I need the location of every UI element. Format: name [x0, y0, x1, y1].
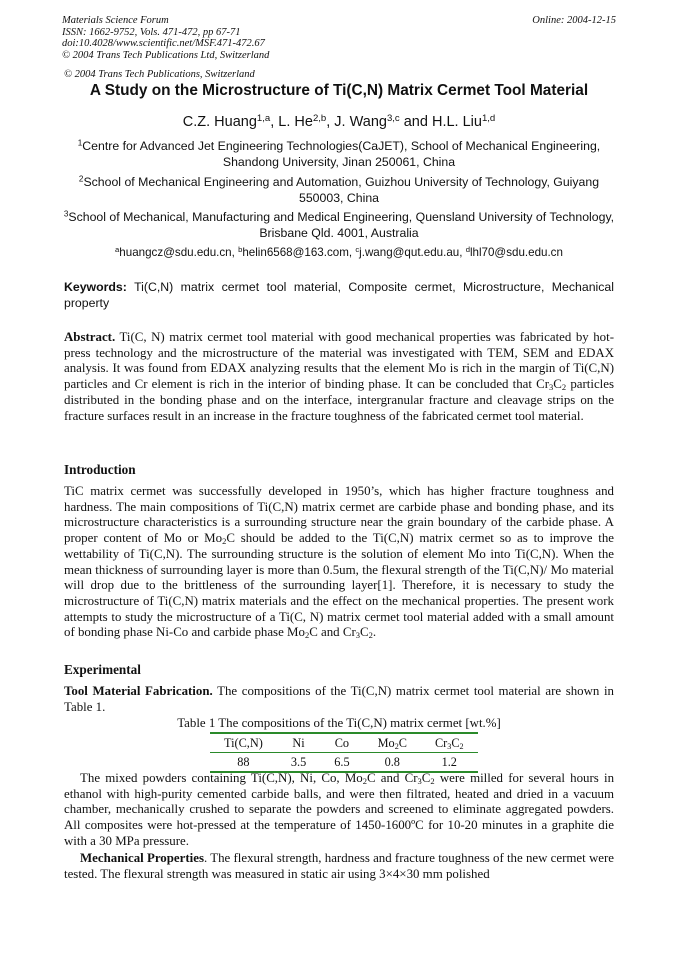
author-affil-sup: 1,a — [256, 112, 271, 124]
header-text: Mo — [377, 735, 395, 750]
author-sep: and — [399, 114, 432, 130]
subscript: 2 — [430, 776, 435, 787]
table-header-cell — [364, 733, 421, 753]
table-cell: 3.5 — [277, 753, 320, 773]
subscript: 2 — [368, 630, 373, 641]
subscript: 2 — [304, 630, 310, 641]
table-header-cell — [210, 733, 277, 753]
table-cell: 6.5 — [320, 753, 363, 773]
subscript: 2 — [459, 741, 464, 751]
email-sup: b — [238, 244, 243, 254]
author-affil-sup: 2,b — [312, 112, 327, 124]
affiliation-number: 2 — [78, 174, 84, 184]
composition-table — [210, 732, 478, 773]
subscript: 3 — [549, 382, 554, 393]
body-text: The compositions of the Ti(C,N) matrix cermet tool material are shown in Table 1. — [64, 684, 614, 714]
keywords — [64, 280, 614, 312]
header-text: Cr — [434, 735, 448, 750]
author-affil-sup: 3,c — [386, 112, 400, 124]
body-text: TiC matrix cermet was successfully developed in 1950’s, which has higher fracture toughness and hardness. The main compositions of Ti(C,N) matrix cermet are carbide phase and bonding phase, and its microstructure characteristics is a surrounding structure near the grain boundary of the carbide phase. A proper content of Mo or Mo — [64, 484, 614, 546]
journal-header — [62, 15, 616, 61]
author-name: J. Wang — [334, 114, 387, 130]
email-link[interactable]: huangcz@sdu.edu.cn — [119, 246, 232, 259]
mechanical-paragraph — [64, 851, 614, 882]
issn-line: ISSN: 1662-9752, Vols. 471-472, pp 67-71 — [62, 26, 241, 38]
subscript: 3 — [355, 630, 360, 641]
subscript: 2 — [561, 382, 567, 393]
body-text: C — [359, 625, 369, 640]
journal-name: Materials Science Forum — [62, 15, 169, 26]
email-list: $^a$huangcz@sdu.edu.cn, $^b$helin6568@163.com, $^c$j.wang@qut.edu.au, $^d$lhl70@sdu.edu.cn — [115, 244, 563, 259]
author-name: H.L. Liu — [431, 114, 482, 130]
body-text: C and Cr — [367, 771, 418, 785]
fabrication-paragraph — [64, 684, 614, 715]
table-header-row — [210, 733, 478, 753]
affiliation-3 — [62, 210, 616, 241]
paper-title: A Study on the Microstructure of Ti(C,N) Matrix Cermet Tool Material — [89, 82, 589, 99]
author-name: C.Z. Huang — [182, 114, 257, 130]
email-link[interactable]: lhl70@sdu.edu.cn — [469, 246, 563, 259]
subscript: 2 — [362, 776, 367, 787]
author-sep: , — [326, 114, 335, 130]
affiliation-text: Centre for Advanced Jet Engineering Technologies(CaJET), School of Mechanical Engineering, Shandong University, Jinan 250061, China — [82, 139, 601, 169]
table-cell: 0.8 — [364, 753, 421, 773]
affiliation-text: School of Mechanical, Manufacturing and Medical Engineering, Quensland University of Technology, Brisbane Qld. 4001, Australia — [68, 210, 615, 240]
email-link[interactable]: helin6568@163.com — [242, 246, 349, 259]
copyright-line: © 2004 Trans Tech Publications Ltd, Switzerland — [62, 49, 270, 61]
table-header-cell — [320, 733, 363, 753]
body-text: C should be added to the Ti(C,N) matrix cermet so as to improve the wettability of Ti(C,N). The surrounding structure is the solution of element Mo into Ti(C,N). When the mean thickness of surrounding layer is more than 0.5um, the flexural strength of the Ti(C,N)/ Mo material will drop due to the brittleness of the surrounding layer[1]. Therefore, it is necessary to study the microstructure of Ti(C,N) matrix materials and the effect on the mechanical properties. The present work attempts to study the microstructure of a Ti(C, N) matrix cermet tool material added with a small amount of bonding phase Ni-Co and carbide phase Mo — [64, 531, 614, 640]
subscript: 3 — [417, 776, 422, 787]
table-cell: 1.2 — [421, 753, 478, 773]
header-text: Ni — [292, 735, 305, 750]
affiliation-1 — [62, 139, 616, 170]
introduction-paragraph — [64, 484, 614, 641]
author-affil-sup: 1,d — [481, 112, 496, 124]
table-header-cell — [421, 733, 478, 753]
email-sup: c — [355, 244, 360, 254]
abstract-text: particles distributed in the bonding phase and on the interface, intergranular fracture and cleavage strips on the fracture surfaces result in an increase in the fracture toughness of the fabricated cermet tool material. — [64, 377, 614, 423]
table-row — [210, 753, 478, 773]
subsection-label-fabrication: Tool Material Fabrication. — [64, 684, 213, 698]
mixing-paragraph — [64, 771, 614, 850]
affiliation-2 — [62, 175, 616, 206]
doi-line[interactable]: doi:10.4028/www.scientific.net/MSF.471-472.67 — [62, 38, 265, 50]
body-text: were milled for several hours in ethanol with high-purity cemented carbide balls, and were then filtrated, heated and dried in a vacuum chamber, mechanically crushed to separate the powders and screened to eliminate aggregated powders. All composites were hot-pressed at the temperature of 1450-1600ºC for 10-20 minutes in a graphite die with a 30 MPa pressure. — [64, 771, 615, 848]
copyright-line-2: © 2004 Trans Tech Publications, Switzerland — [64, 69, 255, 80]
header-text: Ti(C,N) — [224, 735, 263, 750]
email-sup: d — [465, 244, 470, 254]
keywords-text: Ti(C,N) matrix cermet tool material, Composite cermet, Microstructure, Mechanical property — [64, 280, 614, 310]
email-link[interactable]: j.wang@qut.edu.au — [359, 246, 460, 259]
affiliation-text: School of Mechanical Engineering and Automation, Guizhou University of Technology, Guiyang 550003, China — [83, 175, 600, 205]
abstract-text: C — [553, 377, 562, 392]
body-text: C — [421, 771, 431, 785]
table-caption: Table 1 The compositions of the Ti(C,N) matrix cermet [wt.%] — [177, 716, 501, 730]
subsection-label-mechanical: Mechanical Properties — [80, 851, 204, 865]
body-text: . The flexural strength, hardness and fracture toughness of the new cermet were tested. The flexural strength was measured in static air using 3×4×30 mm polished — [64, 851, 614, 881]
table-cell: 88 — [210, 753, 277, 773]
author-list — [62, 114, 616, 130]
table-header-cell — [277, 733, 320, 753]
keywords-label: Keywords: — [64, 280, 127, 294]
affiliation-number: 3 — [63, 209, 69, 219]
section-heading-introduction: Introduction — [64, 462, 136, 477]
body-text: C and Cr — [309, 625, 356, 640]
author-sep: , — [270, 114, 279, 130]
author-name: L. He — [278, 114, 313, 130]
abstract-label: Abstract. — [64, 330, 116, 344]
abstract-text: Ti(C, N) matrix cermet tool material with good mechanical properties was fabricated by hot-press technology and the microstructure of the material was investigated with TEM, SEM and EDAX analysis. It was found from EDAX analyzing results that the element Mo is rich in the margin of Ti(C,N) particles and Cr element is rich in the interior of binding phase. It can be concluded that Cr — [64, 330, 614, 392]
body-text: . — [372, 625, 377, 640]
email-sup: a — [115, 244, 120, 254]
header-text: Co — [334, 735, 350, 750]
subscript: 2 — [222, 536, 227, 547]
subscript: 3 — [447, 741, 452, 751]
subscript: 2 — [394, 741, 399, 751]
header-text: C — [398, 735, 407, 750]
abstract — [64, 330, 614, 424]
online-date: Online: 2004-12-15 — [532, 15, 616, 26]
section-heading-experimental: Experimental — [64, 662, 141, 677]
body-text: The mixed powders containing Ti(C,N), Ni, Co, Mo — [80, 771, 363, 785]
affiliation-number: 1 — [77, 138, 83, 148]
header-text: C — [451, 735, 460, 750]
